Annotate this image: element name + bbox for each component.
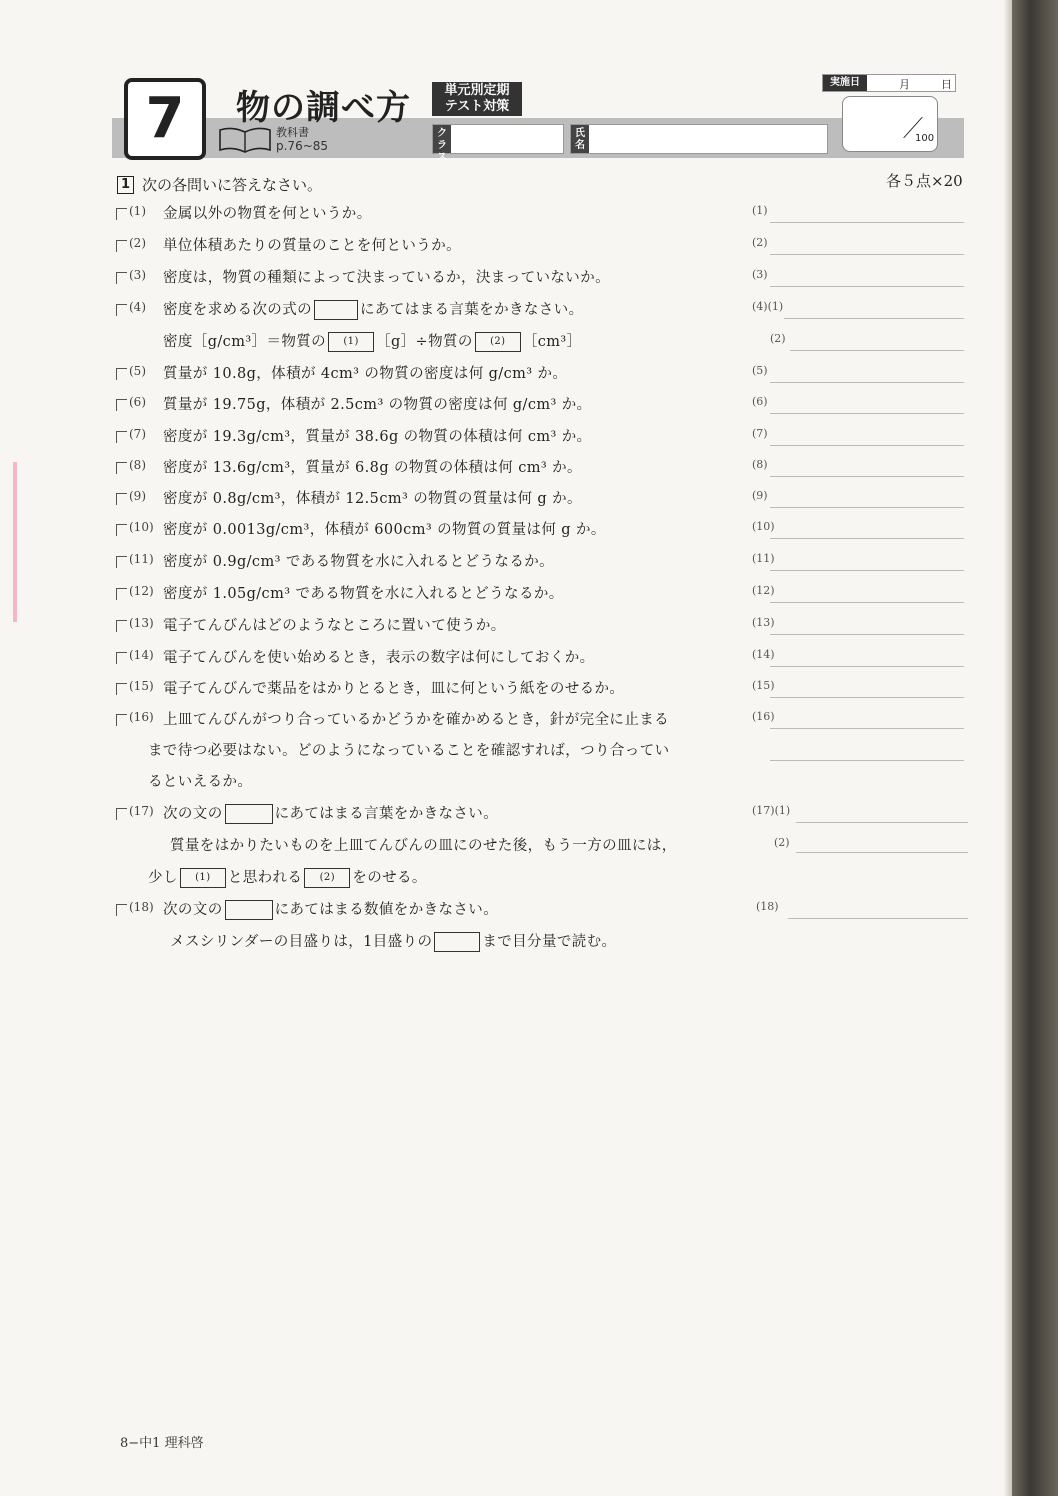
q18-line-2 [170,930,616,952]
q16-line-3: るといえるか。 [148,774,253,790]
checkbox[interactable] [116,368,127,380]
question-text: 密度が 0.0013g/cm³，体積が 600cm³ の物質の質量は何 g か。 [163,522,606,538]
answer-line[interactable] [770,222,964,223]
binder-edge [1012,0,1058,1496]
q17-line-2: 質量をはかりたいものを上皿てんびんの皿にのせた後，もう一方の皿には， [170,838,677,854]
section-instruction: 次の各問いに答えなさい。 [142,176,323,194]
checkbox[interactable] [116,904,127,916]
badge-line2: テスト対策 [444,99,510,114]
question-number: (4) [129,300,146,314]
answer-line[interactable] [770,413,964,414]
answer-line[interactable] [770,538,964,539]
blank-box [314,300,358,320]
question-7 [0,425,1012,455]
question-8 [0,456,1012,486]
question-text-a: 次の文の [163,806,223,822]
answer-line[interactable] [770,570,964,571]
question-5 [0,362,1012,392]
line2-suffix: まで目分量で読む。 [482,934,617,950]
answer-line[interactable] [770,476,964,477]
answer-line-16-2[interactable] [770,760,964,761]
question-15 [0,677,1012,707]
question-text: 密度が 1.05g/cm³ である物質を水に入れるとどうなるか。 [163,586,564,602]
question-text: 電子てんびんを使い始めるとき，表示の数字は何にしておくか。 [163,650,595,666]
badge-line1: 単元別定期 [444,83,510,98]
formula-blank-1: (1) [328,332,374,352]
question-16 [0,708,1012,738]
answer-line[interactable] [770,286,964,287]
question-number: (12) [129,584,154,598]
answer-label: (9) [752,489,768,502]
score-box[interactable] [842,96,938,152]
question-number: (17) [129,804,154,818]
checkbox[interactable] [116,431,127,443]
page-title: 物の調べ方 [236,88,411,128]
answer-label: (15) [752,679,775,692]
class-field[interactable] [432,124,564,163]
checkbox[interactable] [116,620,127,632]
question-number: (15) [129,679,154,693]
question-17 [0,802,1012,832]
checkbox[interactable] [116,556,127,568]
question-4 [0,298,1012,328]
answer-line[interactable] [784,318,964,319]
date-field[interactable] [822,74,956,92]
section-number: 1 [117,176,134,194]
chapter-number: 7 [145,86,185,151]
answer-line[interactable] [770,728,964,729]
textbook-pages: p.76~85 [276,139,329,153]
checkbox[interactable] [116,808,127,820]
question-text-a: 密度を求める次の式の [163,302,312,318]
answer-label: (13) [752,616,775,629]
answer-line[interactable] [770,382,964,383]
question-number: (2) [129,236,146,250]
q16-line-2: まで待つ必要はない。どのようになっていることを確認すれば，つり合ってい [148,743,670,759]
question-text: 密度が 0.8g/cm³，体積が 12.5cm³ の物質の質量は何 g か。 [163,491,582,507]
checkbox[interactable] [116,272,127,284]
book-icon [218,126,272,154]
checkbox[interactable] [116,683,127,695]
answer-label: (11) [752,552,775,565]
answer-label-4-2: (2) [770,332,786,345]
answer-label: (3) [752,268,768,281]
checkbox[interactable] [116,493,127,505]
name-label: 氏名 [571,125,589,153]
question-number: (6) [129,395,146,409]
question-text-b: にあてはまる言葉をかきなさい。 [274,806,499,822]
question-number: (8) [129,458,146,472]
question-number: (14) [129,648,154,662]
question-number: (3) [129,268,146,282]
line3-suffix: をのせる。 [352,870,427,886]
question-number: (13) [129,616,154,630]
question-10 [0,518,1012,548]
answer-label: (10) [752,520,775,533]
question-text-b: にあてはまる数値をかきなさい。 [274,902,499,918]
answer-line[interactable] [770,666,964,667]
answer-label: (8) [752,458,768,471]
question-14 [0,646,1012,676]
question-number: (1) [129,204,146,218]
name-field[interactable] [570,124,828,154]
question-2 [0,234,1012,264]
question-text: 上皿てんびんがつり合っているかどうかを確かめるとき，針が完全に止まる [163,712,670,728]
question-number: (7) [129,427,146,441]
answer-line[interactable] [770,697,964,698]
formula-mid: ［g］÷物質の [376,334,473,350]
question-text: 密度が 19.3g/cm³，質量が 38.6g の物質の体積は何 cm³ か。 [163,429,592,445]
answer-line[interactable] [770,602,964,603]
question-6 [0,393,1012,423]
line2-prefix: メスシリンダーの目盛りは，1目盛りの [170,934,433,950]
score-max: 100 [915,133,935,144]
class-label: クラス [433,125,451,153]
checkbox[interactable] [116,462,127,474]
answer-line[interactable] [770,445,964,446]
question-number: (16) [129,710,154,724]
blank-box [434,932,480,952]
blank-box-1: (1) [180,868,226,888]
checkbox[interactable] [116,240,127,252]
line3-prefix: 少し [148,870,178,886]
answer-label: (2) [752,236,768,249]
answer-line[interactable] [770,254,964,255]
checkbox[interactable] [116,588,127,600]
question-number: (11) [129,552,154,566]
formula-suffix: ［cm³］ [522,334,582,350]
answer-label: (16) [752,710,775,723]
answer-label: (12) [752,584,775,597]
answer-label: (7) [752,427,768,440]
answer-line[interactable] [770,634,964,635]
question-1 [0,202,1012,232]
checkbox[interactable] [116,714,127,726]
answer-label-17-2: (2) [774,836,790,849]
question-text-a: 次の文の [163,902,223,918]
formula-blank-2: (2) [475,332,521,352]
question-number: (9) [129,489,146,503]
answer-label: (18) [756,900,779,913]
answer-label: (1) [752,204,768,217]
page-footer: 8−中1 理科啓 [120,1436,204,1451]
answer-label: (6) [752,395,768,408]
question-text: 金属以外の物質を何というか。 [163,206,372,222]
question-text [163,298,584,320]
question-text: 密度は，物質の種類によって決まっているか，決まっていないか。 [163,270,610,286]
question-text: 質量が 19.75g，体積が 2.5cm³ の物質の密度は何 g/cm³ か。 [163,397,592,413]
question-3 [0,266,1012,296]
answer-label: (17)(1) [752,804,791,817]
question-text: 単位体積あたりの質量のことを何というか。 [163,238,461,254]
question-text: 質量が 10.8g，体積が 4cm³ の物質の密度は何 g/cm³ か。 [163,366,568,382]
question-12 [0,582,1012,612]
test-badge [432,82,522,116]
question-18 [0,898,1012,928]
question-text [163,898,498,920]
date-month-label: 月 [899,78,910,91]
question-text: 密度が 0.9g/cm³ である物質を水に入れるとどうなるか。 [163,554,555,570]
blank-box [225,900,273,920]
answer-line[interactable] [788,918,968,919]
textbook-label: 教科書 [276,126,309,139]
answer-line-17-2[interactable] [796,852,968,853]
line3-mid: と思われる [227,870,303,886]
checkbox[interactable] [116,652,127,664]
checkbox[interactable] [116,208,127,220]
question-text: 電子てんびんはどのようなところに置いて使うか。 [163,618,506,634]
formula-prefix: 密度［g/cm³］＝物質の [163,334,327,350]
checkbox[interactable] [116,304,127,316]
date-day-label: 日 [941,78,952,91]
answer-label: (4)(1) [752,300,784,313]
q4-formula [163,330,581,352]
chapter-box [124,78,206,160]
answer-label: (5) [752,364,768,377]
question-11 [0,550,1012,580]
checkbox[interactable] [116,399,127,411]
question-text-b: にあてはまる言葉をかきなさい。 [360,302,584,318]
points-label: 各５点×20 [886,172,963,190]
blank-box-2: (2) [304,868,350,888]
date-label: 実施日 [823,75,867,91]
question-9 [0,487,1012,517]
question-number: (18) [129,900,154,914]
answer-line[interactable] [770,507,964,508]
answer-line[interactable] [796,822,968,823]
checkbox[interactable] [116,524,127,536]
answer-line-4-2[interactable] [790,350,964,351]
answer-label: (14) [752,648,775,661]
question-text: 密度が 13.6g/cm³，質量が 6.8g の物質の体積は何 cm³ か。 [163,460,582,476]
q17-line-3 [148,866,427,888]
question-text [163,802,498,824]
question-number: (10) [129,520,154,534]
question-13 [0,614,1012,644]
question-text: 電子てんびんで薬品をはかりとるとき，皿に何という紙をのせるか。 [163,681,625,697]
question-number: (5) [129,364,146,378]
blank-box [225,804,273,824]
